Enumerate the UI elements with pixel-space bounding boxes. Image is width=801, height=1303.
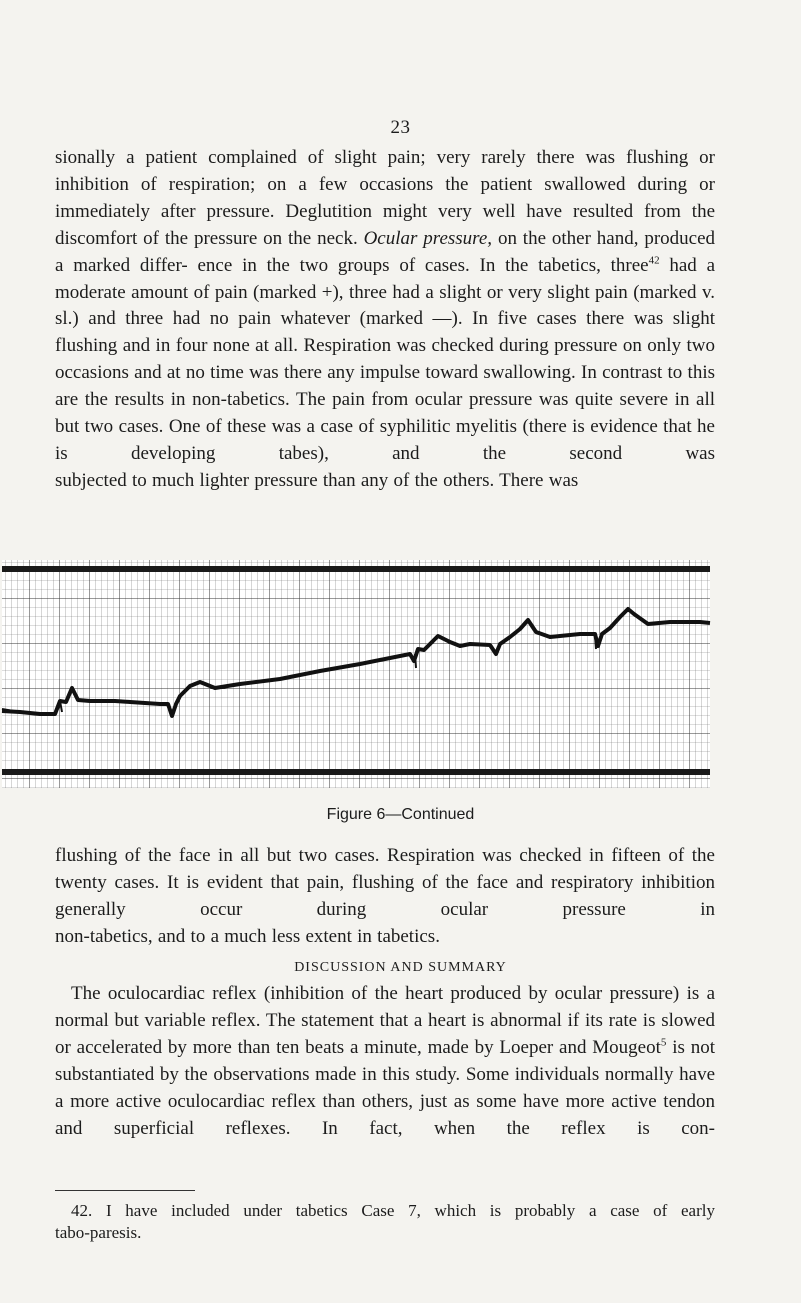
text-line: neck. [317, 227, 358, 249]
text-line: The oculocardiac reflex (inhibition of the heart produced by ocular [71, 983, 603, 1004]
text-line: flushing of the face in all but two cases. Respiration was checked in [55, 845, 604, 866]
text-line: active tendon and superficial reflexes. In fact, when the reflex is con- [55, 1090, 716, 1139]
footnote-divider [55, 1190, 195, 1191]
text-line: abnormal if its rate is slowed or accelerated by more than ten beats a [55, 1009, 716, 1058]
text-line: results in non-tabetics. The pain from ocular pressure was quite severe [114, 389, 669, 411]
text-line: subjected to much lighter pressure than any of the others. There was [55, 469, 579, 491]
text-line: there any impulse toward swallowing. In contrast to this are the [55, 362, 716, 411]
paragraph-3 [55, 981, 715, 1142]
text-line: is not substantiated by the [55, 1036, 716, 1085]
text-line: (there is evidence that he is developing tabes), and the second was [55, 416, 715, 464]
footnote-reference: 42 [648, 254, 660, 267]
top-band [2, 566, 710, 572]
text-line: very well have resulted from the discomfort of the pressure on the [55, 200, 715, 249]
paragraph-1 [55, 145, 715, 495]
text-line: and respiratory inhibition generally occur during ocular pressure in [55, 871, 715, 920]
section-heading: DISCUSSION AND SUMMARY [294, 960, 507, 975]
text-line: pressure) is a normal but variable reflex. The statement that a heart is [55, 983, 716, 1031]
footnote-line: 42. I have included under tabetics Case 7, which is probably a case of early [71, 1201, 715, 1220]
text-line: minute, made by Loeper and Mougeot [364, 1036, 661, 1058]
text-line: cases there was slight flushing and in four none at all. Respiration [55, 308, 716, 357]
paragraph-2 [55, 843, 715, 951]
text-line: (marked v. sl.) and three had no pain whatever (marked —). In five [55, 281, 715, 330]
ecg-figure [0, 554, 801, 794]
italic-phrase: Ocular pressure, [363, 227, 493, 249]
bottom-band [2, 769, 710, 775]
text-line: swallowed during or immediately after pressure. Deglutition might [55, 173, 715, 222]
text-line: had a moderate [55, 254, 716, 303]
graph-paper-coarse-grid [2, 560, 710, 788]
figure-caption: Figure 6—Continued [326, 806, 475, 823]
text-line: amount of pain (marked +), three had a slight or very slight pain [131, 281, 628, 303]
text-line: flushing or inhibition of respiration; on a few occasions the patient [55, 147, 716, 195]
text-line: was checked during pressure on only two occasions and at no time was [55, 335, 715, 384]
footnote [55, 1200, 715, 1244]
footnote-line: tabo-paresis. [55, 1223, 142, 1242]
text-line: on the other hand, produced a marked differ- [55, 227, 716, 276]
text-line: in all but two cases. One of these was a case of syphilitic myelitis [55, 389, 716, 438]
text-line: ence in the two groups of cases. In the tabetics, three [197, 254, 649, 276]
footnote-reference: 5 [660, 1036, 667, 1049]
text-line: sionally a patient complained of slight pain; very rarely there was [55, 147, 615, 168]
text-line: more active oculocardiac reflex than others, just as some have more [70, 1090, 605, 1112]
text-line: non-tabetics, and to a much less extent in tabetics. [55, 925, 440, 947]
text-line: observations made in this study. Some individuals normally have a [55, 1063, 716, 1112]
page-number: 23 [390, 117, 411, 138]
text-line: fifteen of the twenty cases. It is evident that pain, flushing of the face [55, 845, 715, 893]
